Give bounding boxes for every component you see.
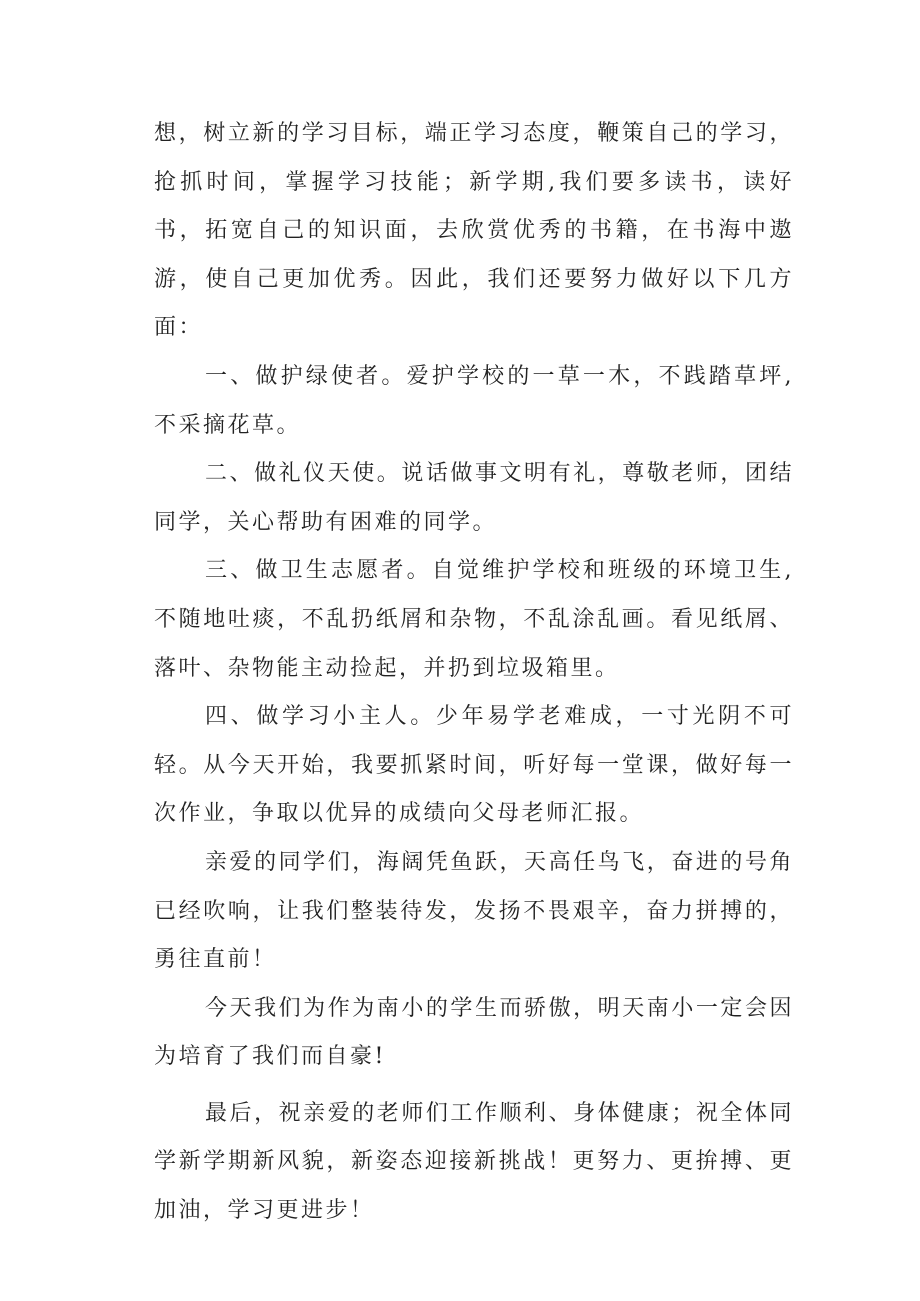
paragraph-closing-wishes: 最后，祝亲爱的老师们工作顺利、身体健康；祝全体同学新学期新风貌，新姿态迎接新挑战！更努力、更拚搏、更加油，学习更进步！ (154, 1100, 794, 1224)
paragraph-continuation: 想，树立新的学习目标，端正学习态度，鞭策自己的学习，抢抓时间，掌握学习技能；新学期,我们要多读书，读好书，拓宽自己的知识面，去欣赏优秀的书籍，在书海中遨游，使自己更加优秀。因此，我们还要努力做好以下几方面： (154, 121, 794, 341)
paragraph-hygiene-volunteer: 三、做卫生志愿者。自觉维护学校和班级的环境卫生,不随地吐痰，不乱扔纸屑和杂物，不乱涂乱画。看见纸屑、落叶、杂物能主动捡起，并扔到垃圾箱里。 (154, 558, 794, 681)
paragraph-etiquette-angel: 二、做礼仪天使。说话做事文明有礼，尊敬老师，团结同学，关心帮助有困难的同学。 (154, 461, 794, 535)
paragraph-school-pride: 今天我们为作为南小的学生而骄傲，明天南小一定会因为培育了我们而自豪! (154, 995, 794, 1070)
paragraph-green-guardian: 一、做护绿使者。爱护学校的一草一木，不践踏草坪,不采摘花草。 (154, 363, 794, 438)
document-body (154, 110, 794, 1236)
paragraph-call-to-action: 亲爱的同学们，海阔凭鱼跃，天高任鸟飞，奋进的号角已经吹响，让我们整装待发，发扬不畏艰辛，奋力拼搏的，勇往直前！ (154, 849, 794, 973)
paragraph-study-master: 四、做学习小主人。少年易学老难成，一寸光阴不可轻。从今天开始，我要抓紧时间，听好每一堂课，做好每一次作业，争取以优异的成绩向父母老师汇报。 (154, 704, 794, 827)
